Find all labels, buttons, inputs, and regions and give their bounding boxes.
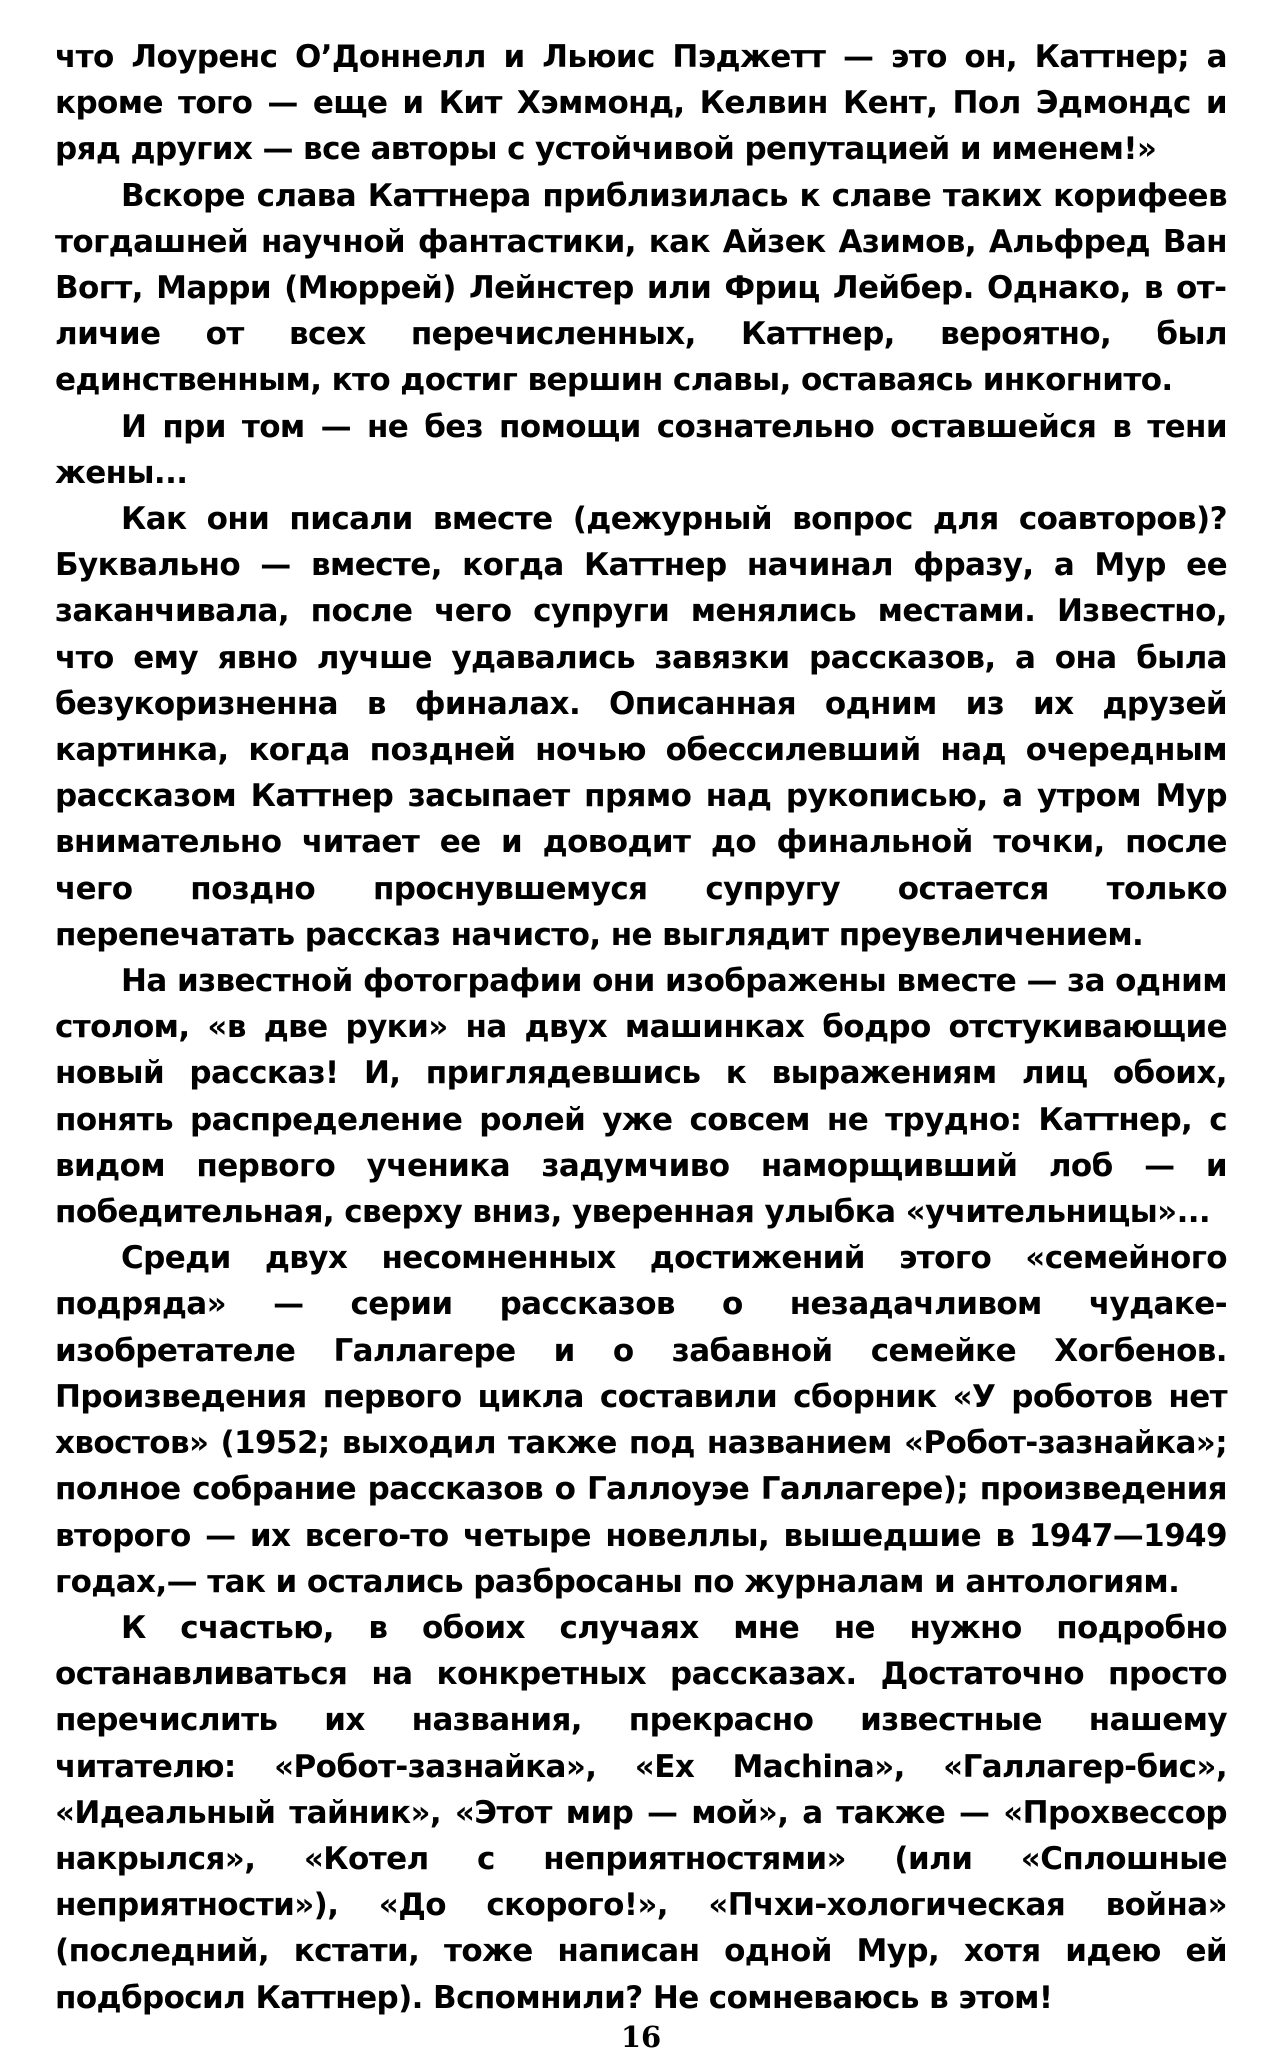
paragraph-7: К счастью, в обоих случаях мне не нужно подробно останавливаться на конкретных рассказах. Достаточно просто перечислить их названия, прекрасно известные нашему читателю: «Робот-зазнайка», «Ex Machina», «Галлагер-бис», «Идеальный тайник», «Этот мир — мой», а также — «Прохвессор накрылся», «Котел с неприятностями» (или «Сплошные неприятности»), «До скорого!», «Пчхи-хологическая война» (последний, кстати, тоже написан одной Мур, хотя идею ей подбросил Каттнер). Вспомнили? Не сомневаюсь в этом! — [55, 1609, 1227, 2016]
paragraph-3: И при том — не без помощи сознательно оставшейся в тени жены... — [55, 408, 1227, 491]
paragraph-5: На известной фотографии они изображены вместе — за одним столом, «в две руки» на двух машинках бодро отстукивающие новый рассказ! И, приглядевшись к выражениям лиц обоих, понять распределение ролей уже совсем не трудно: Каттнер, с видом первого ученика задумчиво наморщивший лоб — и победительная, сверху вниз, уверенная улыбка «учительницы»... — [55, 963, 1227, 1231]
paragraph-6: Среди двух несомненных достижений этого «семейного подряда» — серии рассказов о незадачливом чудаке-изобретателе Галлагере и о забавной семейке Хогбенов. Произведения первого цикла составили сборник «У роботов нет хвостов» (1952; выходил также под названием «Робот-зазнайка»; полное собрание рассказов о Галлоуэе Галлагере); произведения второго — их всего-то четыре новеллы, вышедшие в 1947—1949 годах,— так и остались разбросаны по журналам и антологиям. — [55, 1240, 1227, 1600]
paragraph-4: Как они писали вместе (дежурный вопрос для соавторов)? Буквально — вместе, когда Каттнер начинал фразу, а Мур ее заканчивала, после чего супруги менялись местами. Известно, что ему явно лучше удавались завязки рассказов, а она была безукоризненна в финалах. Описанная одним из их друзей картинка, когда поздней ночью обессилевший над очередным рассказом Каттнер засыпает прямо над рукописью, а утром Мур внимательно читает ее и доводит до финальной точки, после чего поздно проснувшемуся супругу остается только перепечатать рассказ начисто, не выглядит преувеличением. — [55, 501, 1227, 953]
paragraph-1: что Лоуренс О’Доннелл и Льюис Пэджетт — это он, Каттнер; а кроме того — еще и Кит Хэммонд, Келвин Кент, Пол Эдмондс и ряд других — все авторы с устойчивой репутацией и именем!» — [55, 39, 1227, 168]
book-page — [55, 34, 1227, 2054]
page-number: 16 — [620, 2020, 662, 2054]
paragraph-2: Вскоре слава Каттнера приблизилась к славе таких корифеев тогдашней научной фантастики, как Айзек Азимов, Альфред Ван Вогт, Марри (Мюррей) Лейнстер или Фриц Лейбер. Однако, в отличие от всех перечисленных, Каттнер, вероятно, был единственным, кто достиг вершин славы, оставаясь инкогнито. — [55, 177, 1227, 399]
